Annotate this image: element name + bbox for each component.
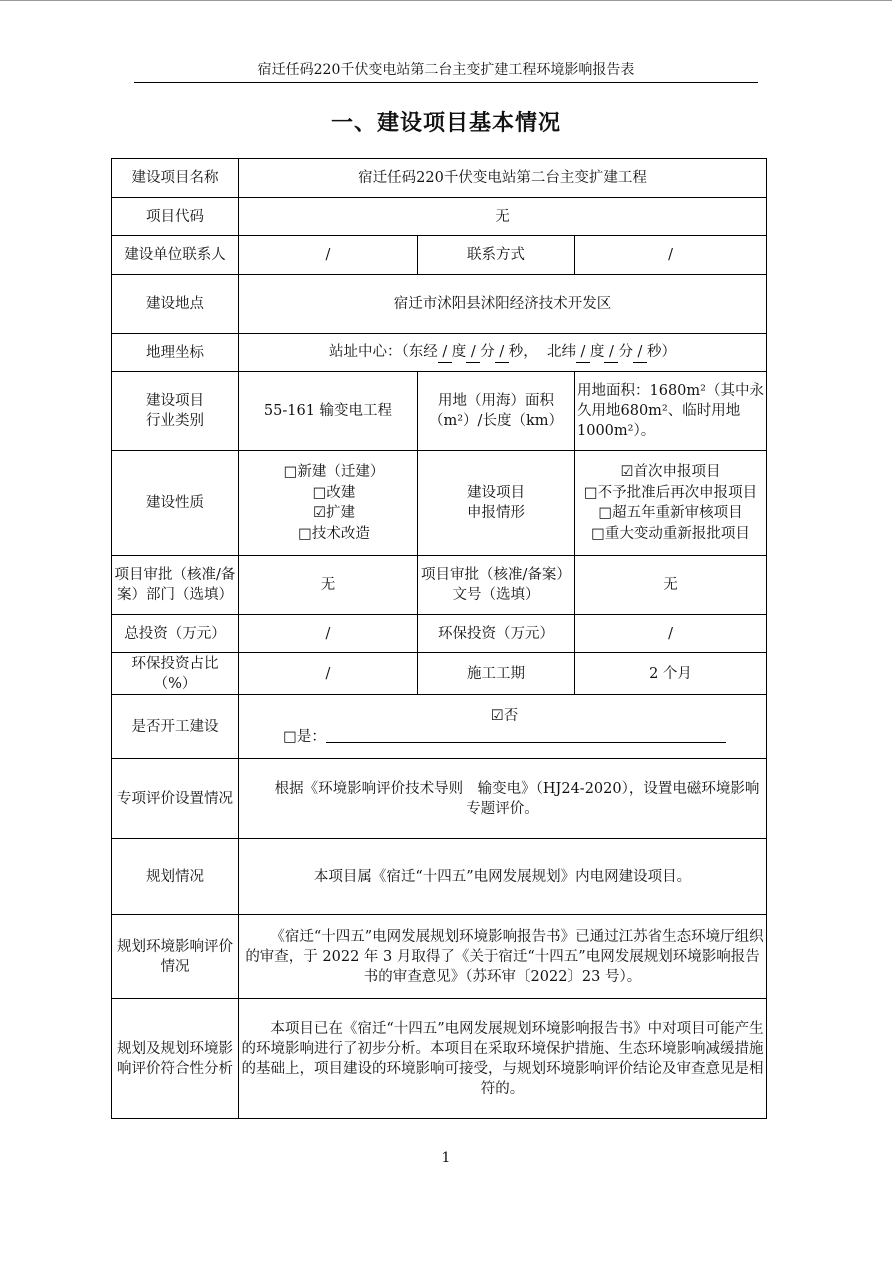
label-construction-period: 施工工期 [418,653,575,695]
north-deg-blank: / [576,342,590,363]
top-border-line [0,0,892,1]
option-not-started[interactable]: ☑否 [490,708,519,724]
label-project-code: 项目代码 [112,198,239,236]
label-contact: 建设单位联系人 [112,236,239,275]
label-env-ratio: 环保投资占比（%） [112,653,239,695]
label-total-investment: 总投资（万元） [112,615,239,653]
page-number: 1 [441,1150,451,1166]
section-title: 一、建设项目基本情况 [330,111,561,136]
project-info-table [111,158,767,1119]
north-sec-blank: / [633,342,647,363]
value-industry: 55-161 输变电工程 [239,372,418,451]
value-construction-period: 2 个月 [575,653,767,695]
min-unit: 分 [618,344,633,360]
label-started: 是否开工建设 [112,695,239,759]
option-new-build[interactable]: □新建（迁建） [283,464,385,480]
value-location: 宿迁市沭阳县沭阳经济技术开发区 [239,275,767,334]
value-coords [239,334,767,372]
label-contact-method: 联系方式 [418,236,575,275]
value-env-ratio: / [239,653,418,695]
label-conformity: 规划及规划环境影响评价符合性分析 [112,999,239,1119]
row-location [112,275,767,334]
deg-unit: 度 [451,344,467,360]
value-planning-eia: 《宿迁“十四五”电网发展规划环境影响报告书》已通过江苏省生态环境厅组织的审查，于 2022 年 3 月取得了《关于宿迁“十四五”电网发展规划环境影响报告书的审查意见》（苏环审〔2022〕23 号）。 [239,915,767,999]
option-first-declaration[interactable]: ☑首次申报项目 [620,464,721,480]
label-special-eval: 专项评价设置情况 [112,759,239,839]
row-started [112,695,767,759]
value-project-code: 无 [239,198,767,236]
value-approval-doc: 无 [575,556,767,615]
min-unit: 分 [480,344,495,360]
label-approval-doc: 项目审批（核准/备案）文号（选填） [418,556,575,615]
declaration-options [575,451,767,556]
row-coords [112,334,767,372]
value-planning: 本项目属《宿迁“十四五”电网发展规划》内电网建设项目。 [239,839,767,915]
row-project-name [112,159,767,198]
option-expansion[interactable]: ☑扩建 [313,505,355,521]
coords-prefix: 站址中心：（东经 [329,344,438,360]
value-approval-dept: 无 [239,556,418,615]
label-planning: 规划情况 [112,839,239,915]
option-rebuild[interactable]: □改建 [312,484,356,501]
label-declaration: 建设项目 申报情形 [418,451,575,556]
nature-options [239,451,418,556]
value-conformity: 本项目已在《宿迁“十四五”电网发展规划环境影响报告书》中对项目可能产生的环境影响进行了初步分析。本项目在采取环境保护措施、生态环境影响减缓措施的基础上，项目建设的环境影响可接受，与规划环境影响评价结论及审查意见是相符的。 [239,999,767,1119]
value-env-investment: / [575,615,767,653]
option-tech-upgrade[interactable]: □技术改造 [298,525,370,542]
option-major-change[interactable]: □重大变动重新报批项目 [591,525,750,542]
row-planning-eia [112,915,767,999]
option-five-year-review[interactable]: □超五年重新审核项目 [598,505,743,521]
label-approval-dept: 项目审批（核准/备案）部门（选填） [112,556,239,615]
document-header: 宿迁任码220千伏变电站第二台主变扩建工程环境影响报告表 [134,58,758,83]
value-land-area: 用地面积：1680m²（其中永久用地680m²、临时用地1000m²）。 [575,372,767,451]
label-nature: 建设性质 [112,451,239,556]
row-env-ratio [112,653,767,695]
sec-end: 秒） [646,344,676,360]
row-contact [112,236,767,275]
deg-unit: 度 [589,344,605,360]
north-label: 北纬 [546,344,576,360]
value-special-eval: 根据《环境影响评价技术导则 输变电》（HJ24-2020），设置电磁环境影响专题评价。 [239,759,767,839]
row-special-eval [112,759,767,839]
row-approval [112,556,767,615]
east-min-blank: / [466,342,480,363]
option-started-label: □是： [283,728,326,745]
label-coords: 地理坐标 [112,334,239,372]
started-options [239,695,767,759]
label-project-name: 建设项目名称 [112,159,239,198]
value-contact: / [239,236,418,275]
started-fill-line [326,728,726,743]
label-env-investment: 环保投资（万元） [418,615,575,653]
option-resubmission[interactable]: □不予批准后再次申报项目 [583,484,758,501]
value-contact-method: / [575,236,767,275]
row-project-code [112,198,767,236]
label-planning-eia: 规划环境影响评价情况 [112,915,239,999]
label-land-area: 用地（用海）面积（m²）/长度（km） [418,372,575,451]
north-min-blank: / [604,342,618,363]
sec-unit: 秒， [508,344,538,360]
label-location: 建设地点 [112,275,239,334]
row-investment [112,615,767,653]
row-planning [112,839,767,915]
label-industry: 建设项目 行业类别 [112,372,239,451]
value-project-name: 宿迁任码220千伏变电站第二台主变扩建工程 [239,159,767,198]
row-conformity [112,999,767,1119]
row-industry [112,372,767,451]
value-total-investment: / [239,615,418,653]
east-deg-blank: / [438,342,452,363]
row-nature [112,451,767,556]
option-started[interactable] [245,727,764,748]
east-sec-blank: / [495,342,509,363]
